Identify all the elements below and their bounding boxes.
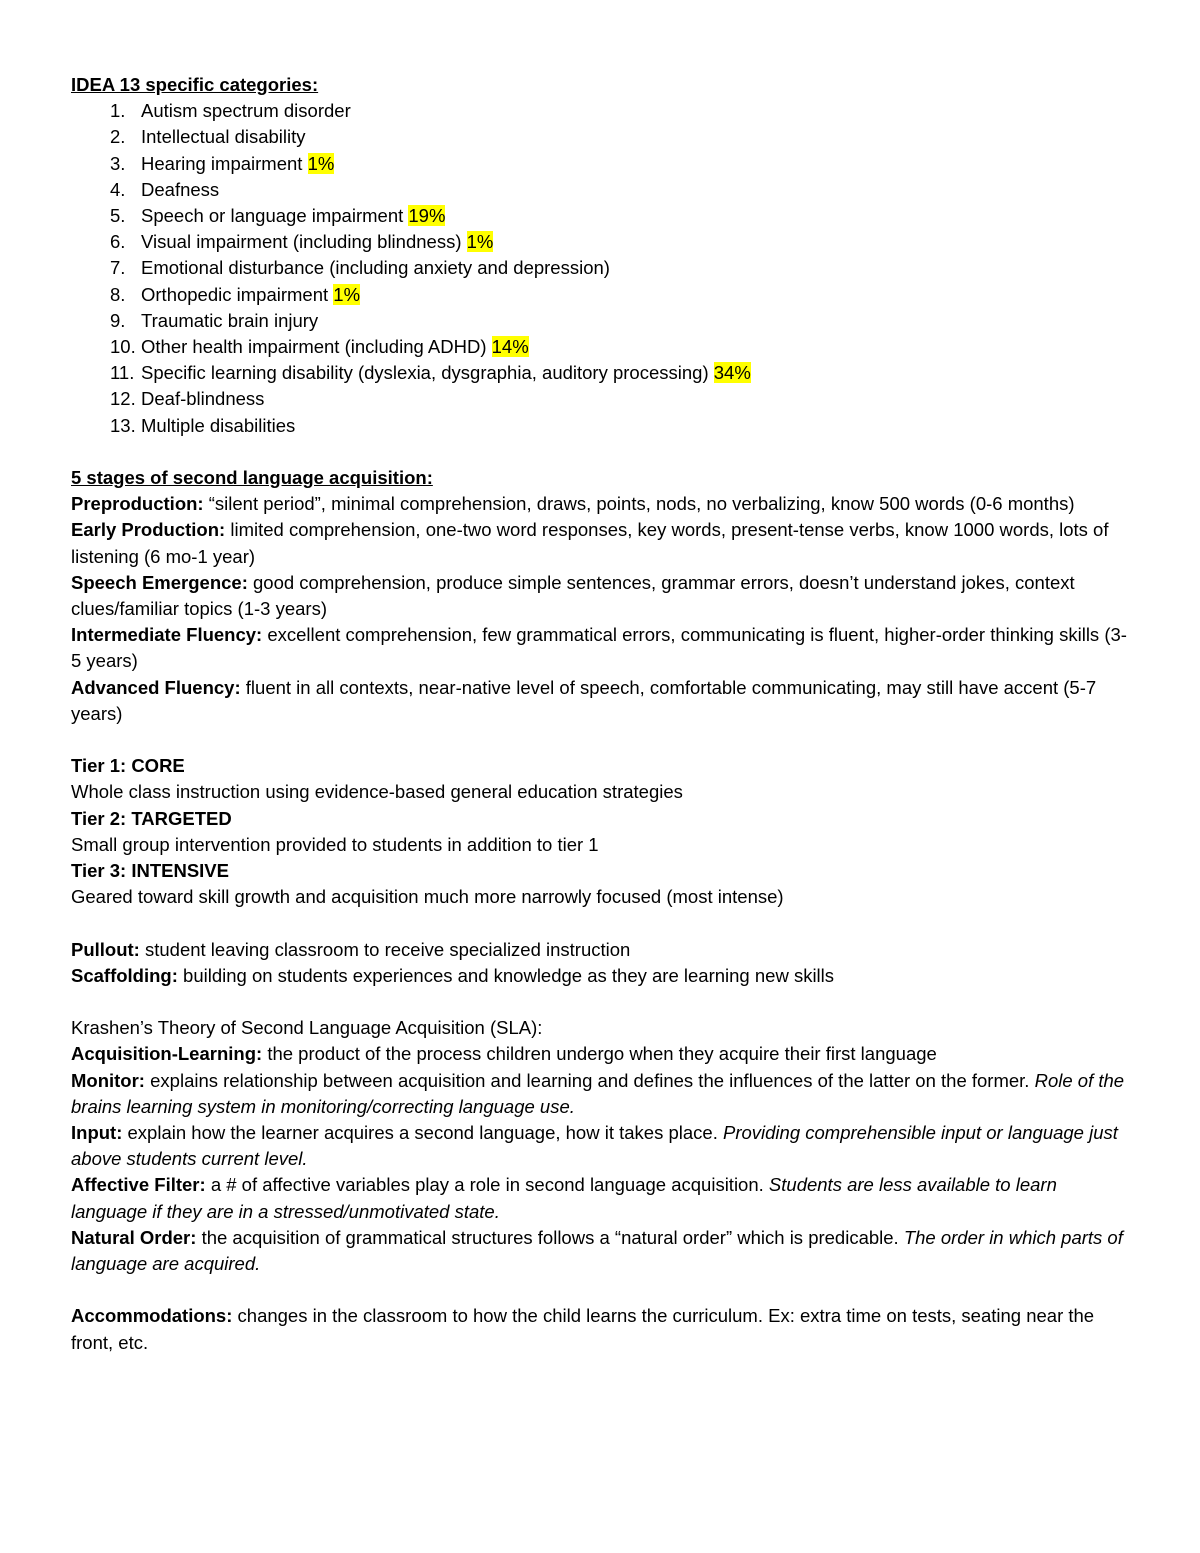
list-item: 3. Hearing impairment 1% (110, 152, 335, 174)
idea-heading: IDEA 13 specific categories: (71, 74, 319, 95)
list-item: 8. Orthopedic impairment 1% (110, 283, 361, 305)
list-item: 4. Deafness (110, 178, 220, 200)
percent-highlight: 19% (408, 205, 446, 227)
krashen-heading: Krashen’s Theory of Second Language Acquisition (SLA): (71, 1017, 543, 1039)
hypothesis-monitor: Monitor: explains relationship between acquisition and learning and defines the influences of the latter on the former. Role of the brains learning system in monitoring/correcting language use. (71, 1069, 1125, 1117)
percent-highlight: 34% (713, 362, 751, 384)
percent-highlight: 1% (333, 283, 361, 305)
term-accommodations: Accommodations: changes in the classroom to how the child learns the curriculum. Ex: extra time on tests, seating near the front, etc. (71, 1305, 1095, 1353)
tier-1-desc: Whole class instruction using evidence-based general education strategies (71, 781, 683, 803)
list-item: 10. Other health impairment (including ADHD) 14% (110, 336, 529, 358)
list-item: 2. Intellectual disability (110, 126, 306, 148)
spacer (71, 1277, 1131, 1303)
list-item: 11. Specific learning disability (dyslexia, dysgraphia, auditory processing) 34% (110, 362, 751, 384)
list-item: 5. Speech or language impairment 19% (110, 205, 446, 227)
term-pullout: Pullout: student leaving classroom to receive specialized instruction (71, 938, 631, 960)
list-item: 7. Emotional disturbance (including anxiety and depression) (110, 257, 610, 279)
document-page (71, 72, 1131, 1356)
stage-speech-emergence: Speech Emergence: good comprehension, produce simple sentences, grammar errors, doesn’t understand jokes, context clues/familiar topics (1-3 years) (71, 571, 1075, 620)
term-scaffolding: Scaffolding: building on students experiences and knowledge as they are learning new skills (71, 964, 835, 986)
stage-early-production: Early Production: limited comprehension, one-two word responses, key words, present-tense verbs, know 1000 words, lots of listening (6 mo-1 year) (71, 519, 1109, 567)
list-item: 1. Autism spectrum disorder (110, 100, 351, 122)
sla-stages-heading: 5 stages of second language acquisition: (71, 467, 433, 489)
spacer (71, 439, 1131, 465)
hypothesis-natural-order: Natural Order: the acquisition of grammatical structures follows a “natural order” which is predicable. The order in which parts of language are acquired. (71, 1226, 1123, 1275)
idea-category-list (71, 98, 1131, 439)
percent-highlight: 14% (491, 336, 529, 358)
spacer (71, 910, 1131, 936)
spacer (71, 989, 1131, 1015)
percent-highlight: 1% (466, 231, 494, 253)
list-item: 9. Traumatic brain injury (110, 309, 319, 331)
stage-preproduction: Preproduction: “silent period”, minimal comprehension, draws, points, nods, no verbalizing, know 500 words (0-6 months) (71, 493, 1075, 515)
tier-3-desc: Geared toward skill growth and acquisition much more narrowly focused (most intense) (71, 886, 784, 908)
stage-intermediate-fluency: Intermediate Fluency: excellent comprehension, few grammatical errors, communicating is fluent, higher-order thinking skills (3-5 years) (71, 624, 1127, 672)
hypothesis-acquisition-learning: Acquisition-Learning: the product of the process children undergo when they acquire their first language (71, 1043, 937, 1065)
tier-1-title: Tier 1: CORE (71, 755, 185, 777)
spacer (71, 727, 1131, 753)
tier-2-desc: Small group intervention provided to students in addition to tier 1 (71, 833, 599, 855)
list-item: 6. Visual impairment (including blindness) 1% (110, 231, 494, 253)
hypothesis-input: Input: explain how the learner acquires a second language, how it takes place. Providing comprehensible input or language just above students current level. (71, 1122, 1118, 1170)
hypothesis-affective-filter: Affective Filter: a # of affective variables play a role in second language acquisition. Students are less available to learn language if they are in a stressed/unmotivated state. (71, 1174, 1057, 1222)
percent-highlight: 1% (307, 152, 335, 174)
list-item: 12. Deaf-blindness (110, 388, 265, 410)
tier-2-title: Tier 2: TARGETED (71, 807, 232, 829)
tier-3-title: Tier 3: INTENSIVE (71, 860, 229, 882)
list-item: 13. Multiple disabilities (110, 414, 296, 436)
stage-advanced-fluency: Advanced Fluency: fluent in all contexts, near-native level of speech, comfortable communicating, may still have accent (5-7 years) (71, 676, 1097, 724)
